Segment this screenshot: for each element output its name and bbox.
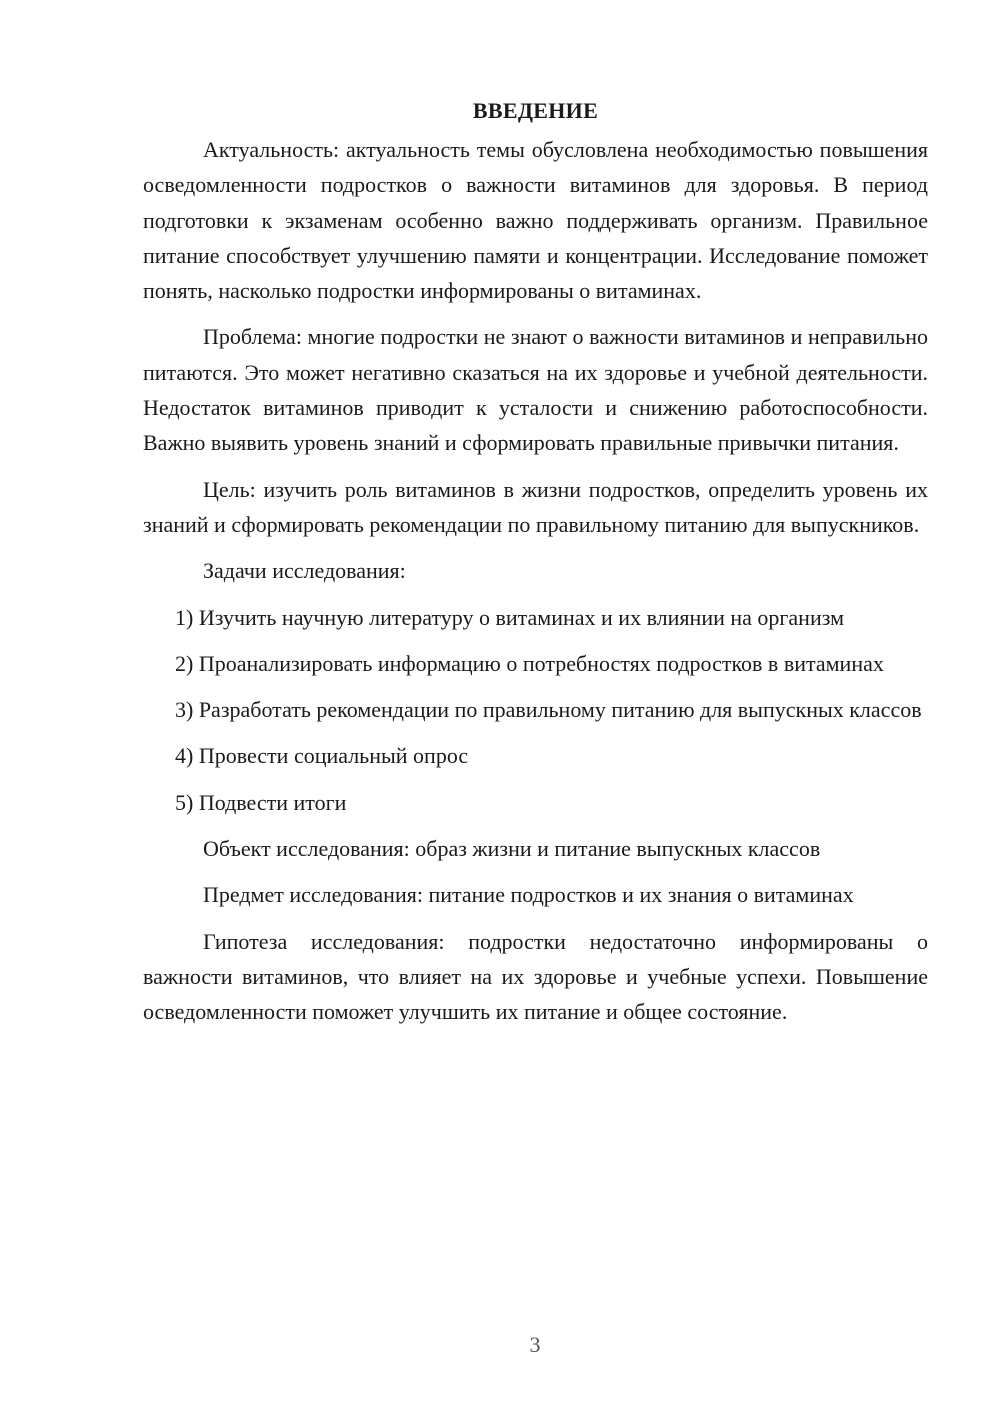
task-item-1: 1) Изучить научную литературу о витаминах и их влиянии на организм <box>175 604 845 630</box>
hypothesis-paragraph: Гипотеза исследования: подростки недостаточно информированы о важности витаминов, что влияет на их здоровье и учебные успехи. Повышение осведомленности поможет улучшить их питание и общее состояние. <box>143 928 928 1025</box>
problem-paragraph: Проблема: многие подростки не знают о важности витаминов и неправильно питаются. Это может негативно сказаться на их здоровье и учебной деятельности. Недостаток витаминов приводит к усталости и снижению работоспособности. Важно выявить уровень знаний и сформировать правильные привычки питания. <box>143 324 928 456</box>
object-paragraph: Объект исследования: образ жизни и питание выпускных классов <box>203 836 821 862</box>
goal-paragraph: Цель: изучить роль витаминов в жизни подростков, определить уровень их знаний и сформировать рекомендации по правильному питанию для выпускников. <box>143 476 928 537</box>
page-title: ВВЕДЕНИЕ <box>472 98 599 123</box>
relevance-paragraph: Актуальность: актуальность темы обусловлена необходимостью повышения осведомленности подростков о важности витаминов для здоровья. В период подготовки к экзаменам особенно важно поддерживать организм. Правильное питание способствует улучшению памяти и концентрации. Исследование поможет понять, насколько подростки информированы о витаминах. <box>143 137 928 304</box>
task-item-2: 2) Проанализировать информацию о потребностях подростков в витаминах <box>175 650 884 676</box>
task-item-3: 3) Разработать рекомендации по правильному питанию для выпускных классов <box>175 697 922 723</box>
page-number: 3 <box>529 1332 541 1357</box>
task-item-5: 5) Подвести итоги <box>175 789 347 815</box>
task-item-4: 4) Провести социальный опрос <box>175 743 469 769</box>
subject-paragraph: Предмет исследования: питание подростков и их знания о витаминах <box>203 882 854 908</box>
tasks-heading: Задачи исследования: <box>203 558 406 584</box>
page-content <box>143 94 928 1030</box>
